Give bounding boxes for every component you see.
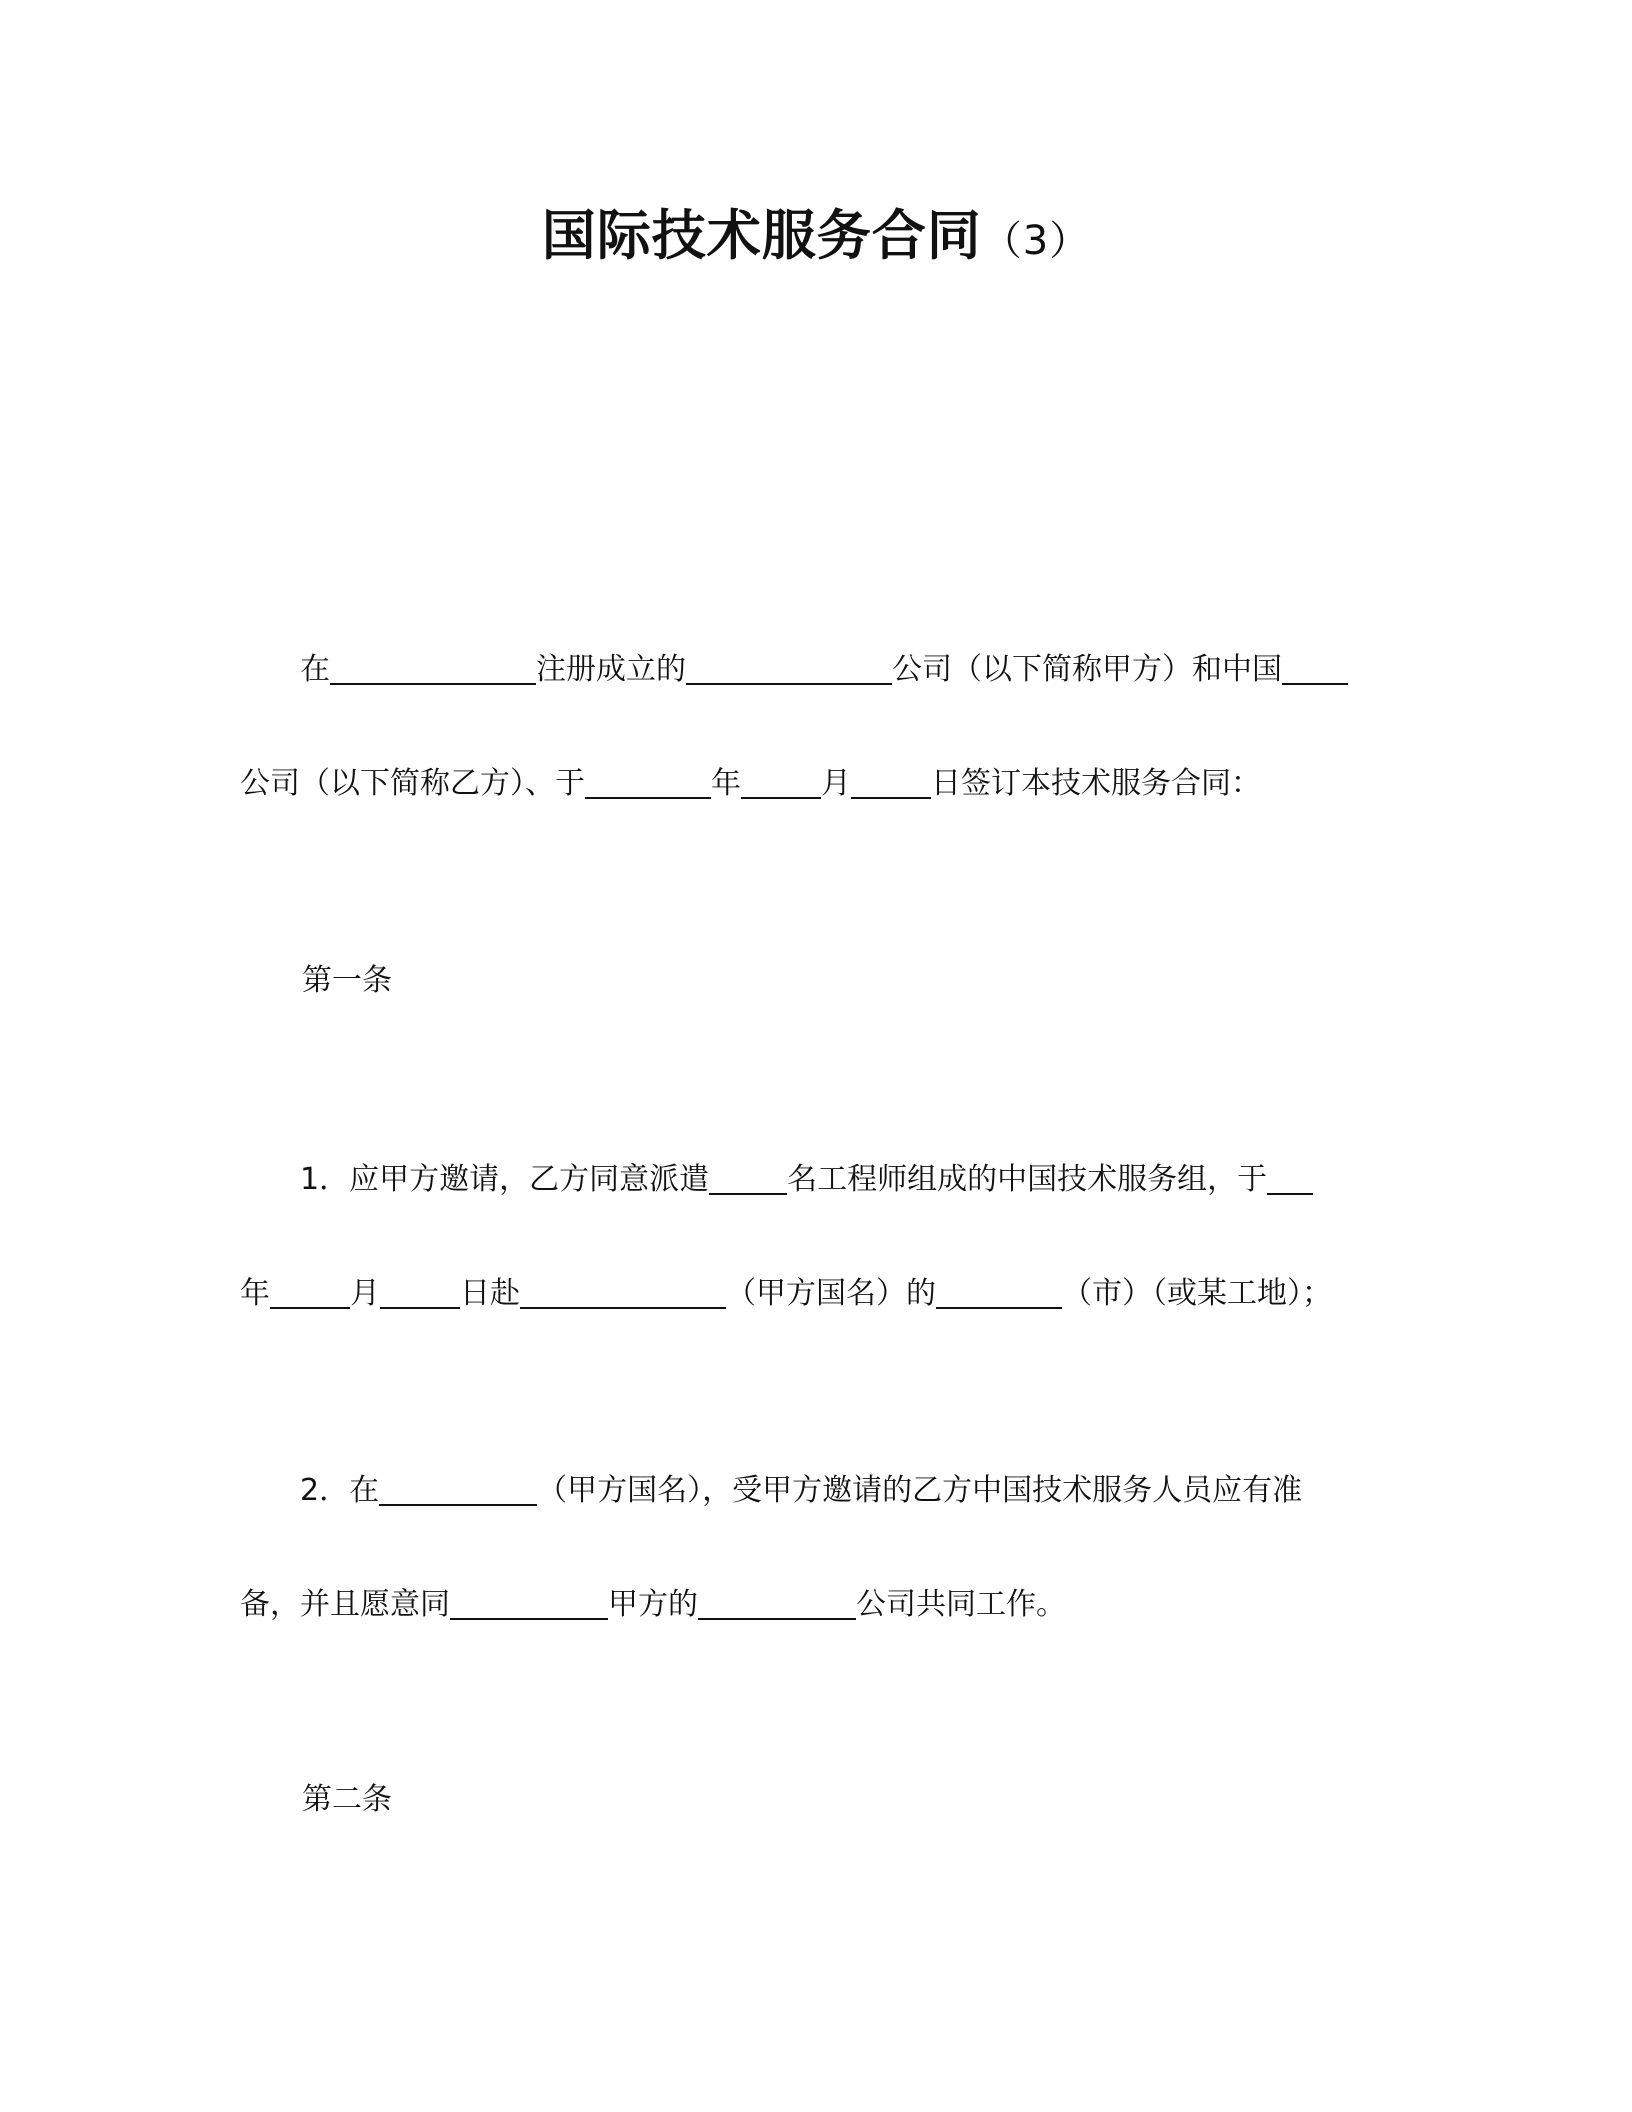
preamble-text: 日签订本技术服务合同： — [931, 766, 1261, 801]
clause-text: （甲方国名）的 — [726, 1276, 936, 1311]
blank-departure-month — [270, 1269, 350, 1309]
article-1-item-2-line-2 — [240, 1580, 1066, 1630]
preamble-text: 月 — [821, 766, 851, 801]
blank-host-country — [379, 1466, 537, 1506]
clause-text: 公司共同工作。 — [856, 1587, 1066, 1622]
blank-departure-day — [380, 1269, 460, 1309]
blank-month — [741, 759, 821, 799]
article-1-item-2-line-1 — [300, 1466, 1302, 1516]
article-1-item-1-line-1 — [300, 1155, 1313, 1205]
article-1-item-1-line-2 — [240, 1269, 1332, 1319]
blank-year — [585, 759, 711, 799]
clause-text: 备，并且愿意同 — [240, 1587, 450, 1622]
document-title — [0, 196, 1632, 281]
blank-party-a-company — [698, 1580, 856, 1620]
preamble-text: 在 — [300, 652, 330, 687]
clause-text: （甲方国名），受甲方邀请的乙方中国技术服务人员应有准 — [537, 1473, 1303, 1508]
blank-registration-place — [330, 645, 536, 685]
clause-text: 1．应甲方邀请，乙方同意派遣 — [300, 1162, 710, 1197]
blank-country-name — [520, 1269, 726, 1309]
preamble-line-1 — [300, 645, 1348, 695]
clause-text: 日赴 — [460, 1276, 520, 1311]
clause-text: （市）（或某工地）； — [1062, 1276, 1332, 1311]
blank-engineer-count — [709, 1155, 787, 1195]
preamble-text: 年 — [711, 766, 741, 801]
preamble-text: 注册成立的 — [536, 652, 686, 687]
clause-text: 2．在 — [300, 1473, 380, 1508]
clause-text: 月 — [350, 1276, 380, 1311]
blank-day — [851, 759, 931, 799]
clause-text: 年 — [240, 1276, 270, 1311]
preamble-line-2 — [240, 759, 1261, 809]
title-suffix: （3） — [981, 218, 1091, 264]
blank-departure-year — [1267, 1155, 1313, 1195]
blank-cooperation-party — [450, 1580, 608, 1620]
article-2-heading: 第二条 — [302, 1782, 392, 1817]
clause-text: 名工程师组成的中国技术服务组，于 — [787, 1162, 1268, 1197]
preamble-text: 公司（以下简称乙方）、于 — [240, 766, 585, 801]
blank-company-a — [686, 645, 892, 685]
blank-city — [936, 1269, 1062, 1309]
title-text: 国际技术服务合同 — [541, 204, 982, 267]
clause-text: 甲方的 — [608, 1587, 698, 1622]
preamble-text: 公司（以下简称甲方）和中国 — [892, 652, 1282, 687]
blank-company-b — [1282, 645, 1348, 685]
article-1-heading: 第一条 — [302, 963, 392, 998]
